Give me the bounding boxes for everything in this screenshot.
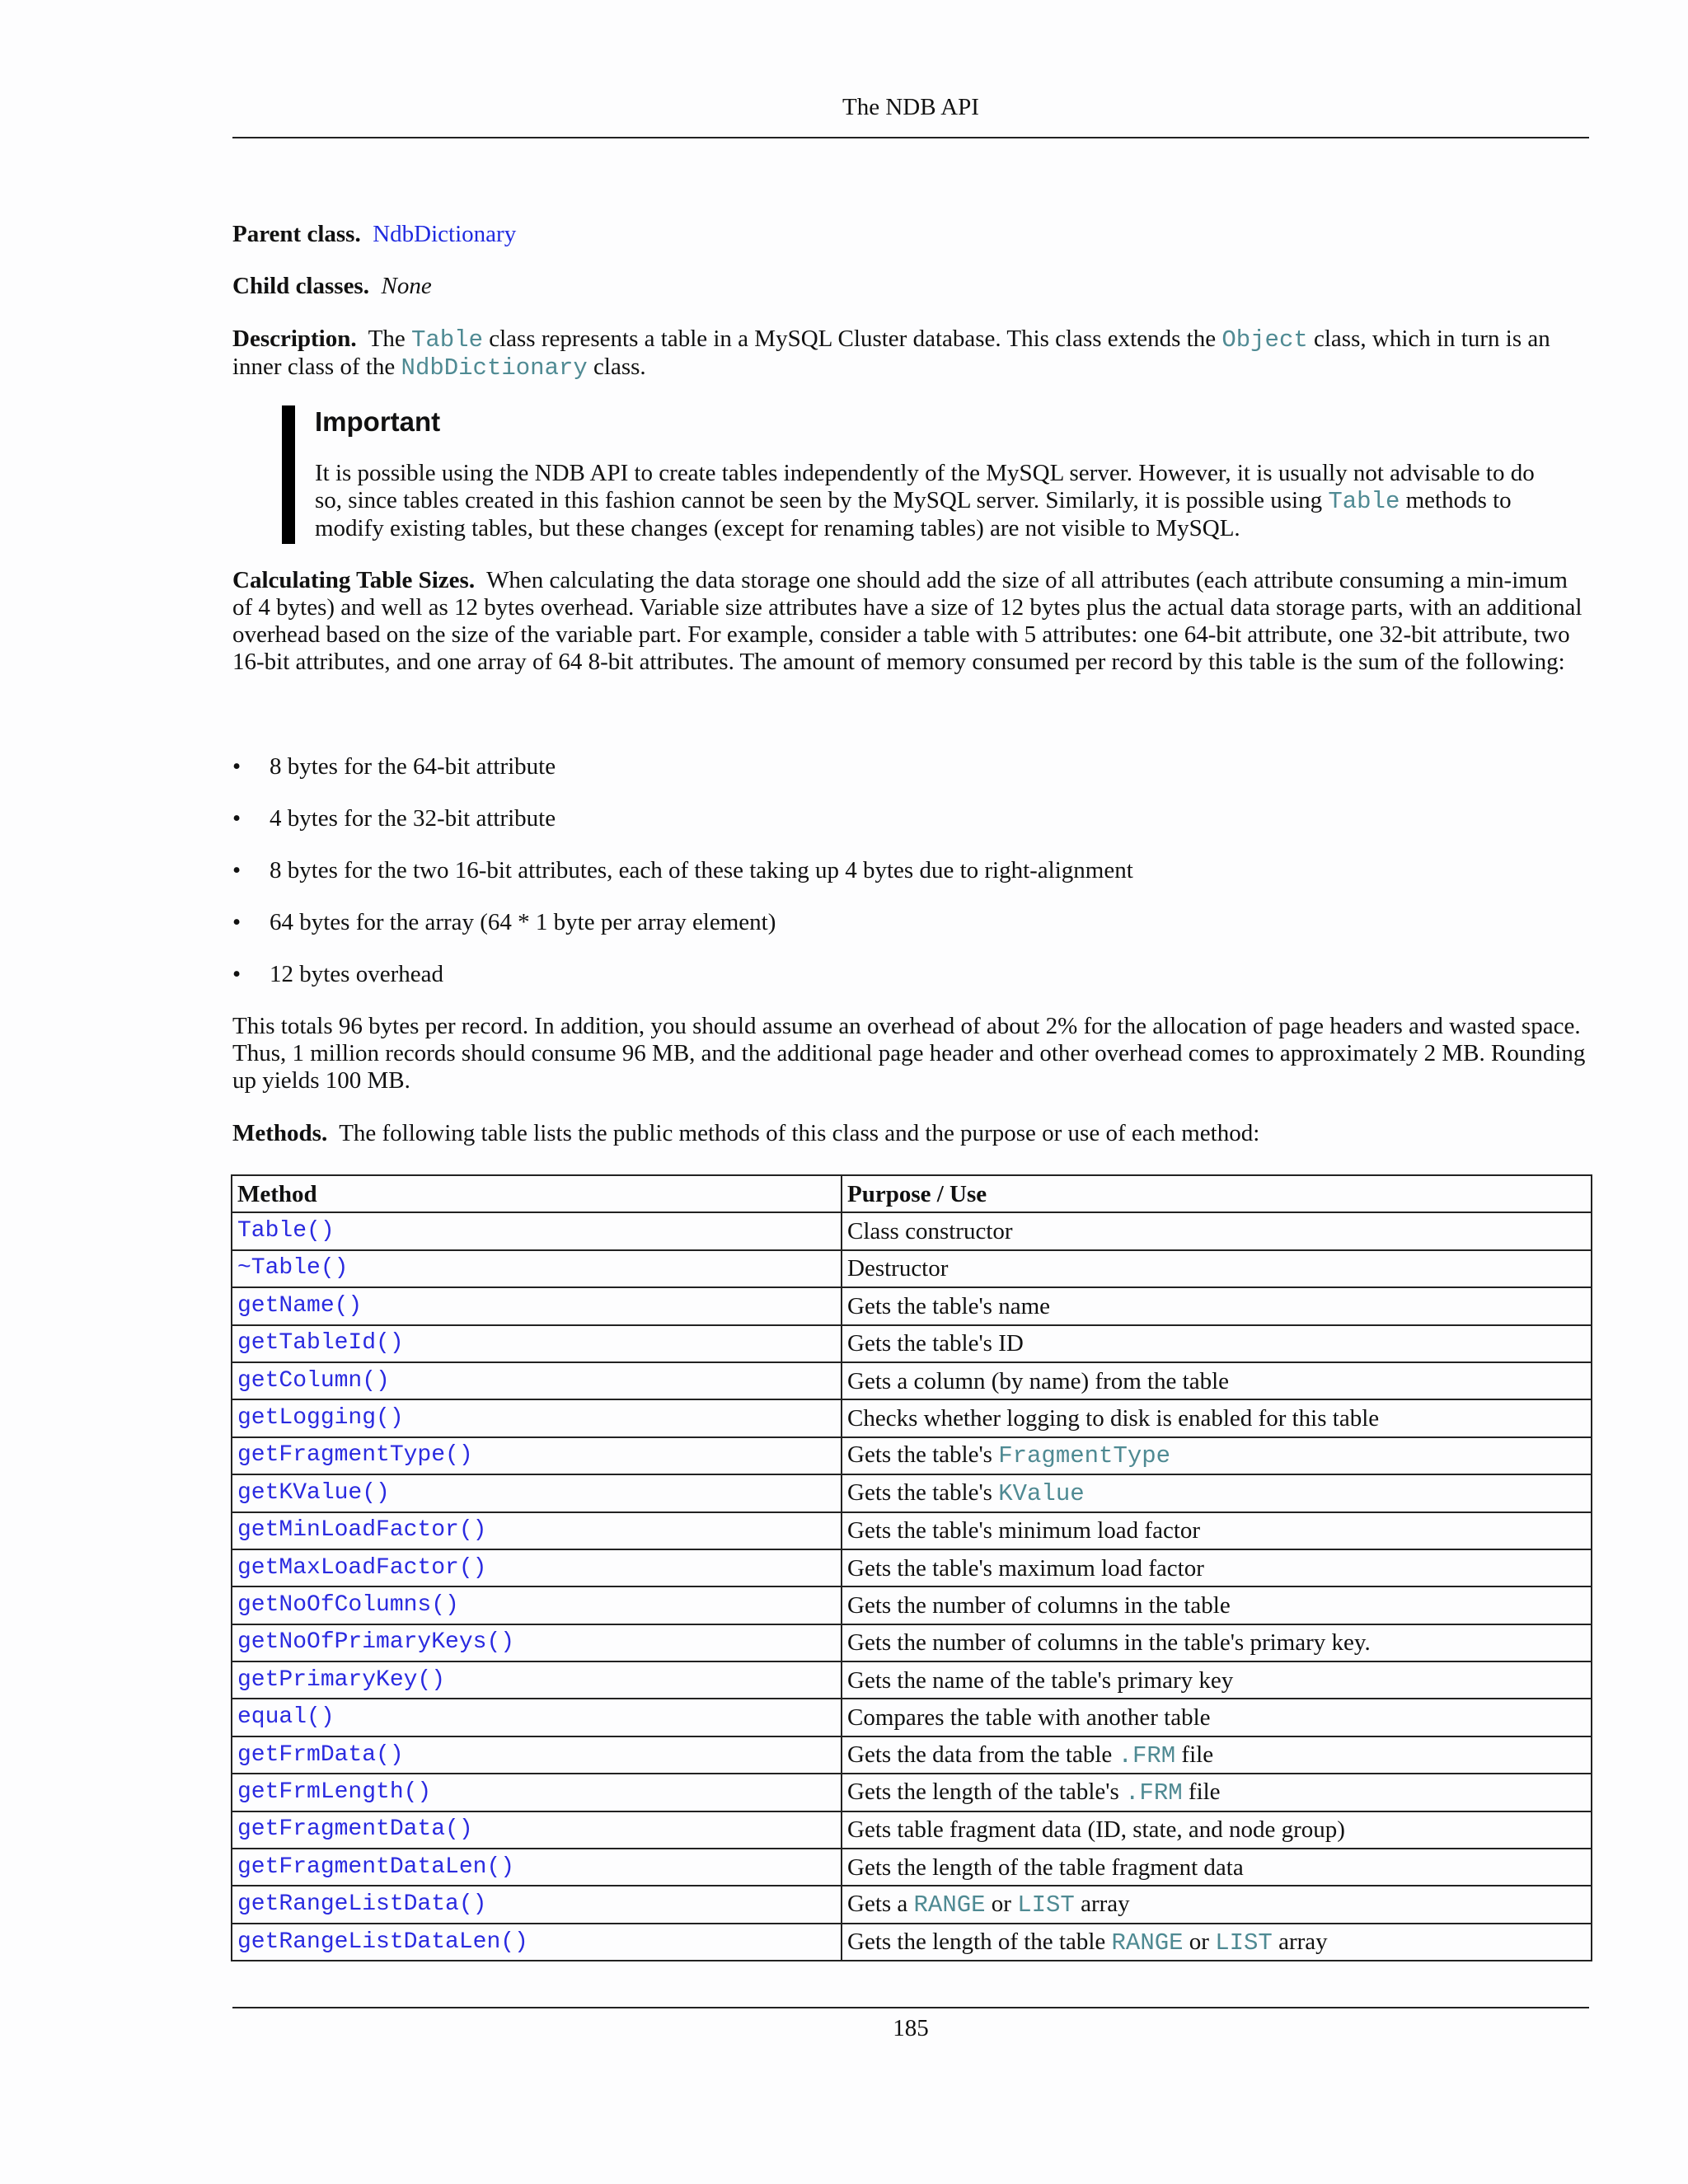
child-classes-line <box>232 273 1589 300</box>
method-purpose: Compares the table with another table <box>842 1699 1592 1736</box>
method-link[interactable]: getName() <box>232 1287 842 1324</box>
purpose-text: or <box>1189 1928 1209 1955</box>
bullet-text: 64 bytes for the array (64 * 1 byte per array element) <box>270 909 776 935</box>
purpose-text: Gets the data from the table <box>847 1741 1113 1768</box>
table-row <box>232 1399 1592 1436</box>
bullet-text: 8 bytes for the 64-bit attribute <box>270 753 556 780</box>
method-link[interactable]: Table() <box>232 1212 842 1249</box>
method-link[interactable]: equal() <box>232 1699 842 1736</box>
child-classes-label: Child classes. <box>232 273 369 299</box>
method-link[interactable]: ~Table() <box>232 1250 842 1287</box>
purpose-code: RANGE <box>913 1891 986 1919</box>
table-row <box>232 1512 1592 1549</box>
totals-paragraph: This totals 96 bytes per record. In addition, you should assume an overhead of about 2% for the allocation of page headers and wasted space. Thus, 1 million records should consume 96 MB, and the additional page header and other overhead comes to approximately 2 MB. Rounding up yields 100 MB. <box>232 1013 1586 1094</box>
method-link[interactable]: getKValue() <box>232 1474 842 1511</box>
method-purpose: Destructor <box>842 1250 1592 1287</box>
table-row <box>232 1886 1592 1923</box>
object-class-link[interactable]: Object <box>1221 326 1308 354</box>
method-link[interactable]: getFrmLength() <box>232 1774 842 1811</box>
table-row <box>232 1362 1592 1399</box>
method-link[interactable]: getFrmData() <box>232 1736 842 1774</box>
important-title: Important <box>315 406 441 437</box>
table-row <box>232 1287 1592 1324</box>
method-purpose <box>842 1736 1592 1774</box>
table-sizes-paragraph <box>232 567 1589 676</box>
table-row <box>232 1624 1592 1661</box>
bullet-text: 12 bytes overhead <box>270 961 443 987</box>
table-class-link[interactable]: Table <box>1328 488 1400 515</box>
purpose-text: array <box>1081 1891 1130 1918</box>
method-purpose <box>842 1924 1592 1961</box>
important-text-part: It is possible using the NDB API to create tables independently of the MySQL server. However, it is usually not advisable to do so, since tables created in this fashion cannot be seen by the MySQL server. Similarly, it is possible using <box>315 460 1535 513</box>
table-row <box>232 1474 1592 1511</box>
method-link[interactable]: getFragmentData() <box>232 1811 842 1849</box>
description-text: The <box>368 326 406 352</box>
method-link[interactable]: getRangeListData() <box>232 1886 842 1923</box>
method-link[interactable]: getNoOfPrimaryKeys() <box>232 1624 842 1661</box>
method-link[interactable]: getFragmentDataLen() <box>232 1849 842 1886</box>
methods-table <box>231 1174 1592 1961</box>
table-header-row <box>232 1175 1592 1212</box>
purpose-text: array <box>1278 1928 1328 1955</box>
bullet-text: 8 bytes for the two 16-bit attributes, each of these taking up 4 bytes due to right-alignment <box>270 857 1133 883</box>
header-purpose: Purpose / Use <box>842 1175 1592 1212</box>
method-link[interactable]: getLogging() <box>232 1399 842 1436</box>
methods-table-body <box>232 1212 1592 1961</box>
method-purpose: Gets the length of the table fragment data <box>842 1849 1592 1886</box>
method-link[interactable]: getFragmentType() <box>232 1437 842 1474</box>
page-number: 185 <box>893 2015 929 2041</box>
method-link[interactable]: getNoOfColumns() <box>232 1586 842 1624</box>
table-row <box>232 1849 1592 1886</box>
description-label: Description. <box>232 326 357 352</box>
method-link[interactable]: getRangeListDataLen() <box>232 1924 842 1961</box>
purpose-code: .FRM <box>1118 1741 1176 1769</box>
purpose-code: LIST <box>1017 1891 1075 1919</box>
method-purpose: Gets the table's ID <box>842 1325 1592 1362</box>
child-classes-value: None <box>381 273 432 299</box>
method-purpose: Gets the name of the table's primary key <box>842 1661 1592 1699</box>
method-purpose: Gets table fragment data (ID, state, and node group) <box>842 1811 1592 1849</box>
table-sizes-text: When calculating the data storage one should add the size of all attributes (each attribute consuming a min-imum of 4 bytes) and well as 12 bytes overhead. Variable size attributes have a size of 12 bytes plus the actual data storage parts, with an additional overhead based on the size of the variable part. For example, consider a table with 5 attributes: one 64-bit attribute, one 32-bit attribute, two 16-bit attributes, and one array of 64 8-bit attributes. The amount of memory consumed per record by this table is the sum of the following: <box>232 567 1582 675</box>
running-header: The NDB API <box>842 94 979 120</box>
methods-intro-text: The following table lists the public methods of this class and the purpose or use of each method: <box>339 1120 1260 1146</box>
method-link[interactable]: getMinLoadFactor() <box>232 1512 842 1549</box>
table-row <box>232 1774 1592 1811</box>
purpose-text: Gets the table's <box>847 1441 992 1469</box>
important-text-part: methods to modify existing tables, but these changes (except for renaming tables) are not visible to MySQL. <box>315 487 1512 541</box>
method-purpose <box>842 1437 1592 1474</box>
method-purpose <box>842 1474 1592 1511</box>
footer-rule <box>232 2007 1589 2008</box>
method-purpose: Gets the number of columns in the table's primary key. <box>842 1624 1592 1661</box>
parent-class-line <box>232 221 1589 248</box>
purpose-code: KValue <box>998 1479 1085 1507</box>
method-purpose: Checks whether logging to disk is enabled for this table <box>842 1399 1592 1436</box>
method-purpose <box>842 1886 1592 1923</box>
table-row <box>232 1699 1592 1736</box>
description-text: class. <box>593 354 646 380</box>
methods-label: Methods. <box>232 1120 328 1146</box>
purpose-code: FragmentType <box>998 1442 1171 1470</box>
purpose-text: or <box>991 1891 1011 1918</box>
header-method: Method <box>232 1175 842 1212</box>
purpose-text: file <box>1188 1778 1221 1805</box>
method-link[interactable]: getColumn() <box>232 1362 842 1399</box>
table-row <box>232 1212 1592 1249</box>
method-purpose <box>842 1774 1592 1811</box>
parent-class-link[interactable]: NdbDictionary <box>373 221 517 247</box>
table-row <box>232 1586 1592 1624</box>
table-row <box>232 1325 1592 1362</box>
parent-class-label: Parent class. <box>232 221 361 247</box>
method-purpose: Gets a column (by name) from the table <box>842 1362 1592 1399</box>
purpose-code: LIST <box>1215 1929 1273 1957</box>
method-purpose: Gets the table's maximum load factor <box>842 1549 1592 1586</box>
description-paragraph <box>232 326 1589 382</box>
table-row <box>232 1661 1592 1699</box>
table-row <box>232 1924 1592 1961</box>
description-text: class, which in turn is an inner class of the <box>232 326 1550 380</box>
purpose-code: RANGE <box>1111 1929 1184 1957</box>
methods-intro <box>232 1120 1589 1147</box>
table-row <box>232 1736 1592 1774</box>
method-purpose: Gets the number of columns in the table <box>842 1586 1592 1624</box>
bullet-text: 4 bytes for the 32-bit attribute <box>270 805 556 832</box>
table-sizes-label: Calculating Table Sizes. <box>232 567 476 593</box>
important-note <box>282 405 1551 544</box>
purpose-text: Gets the length of the table <box>847 1928 1106 1955</box>
table-row <box>232 1437 1592 1474</box>
purpose-text: file <box>1181 1741 1214 1768</box>
purpose-text: Gets the length of the table's <box>847 1778 1119 1805</box>
method-purpose: Gets the table's name <box>842 1287 1592 1324</box>
method-purpose: Class constructor <box>842 1212 1592 1249</box>
method-purpose: Gets the table's minimum load factor <box>842 1512 1592 1549</box>
method-link[interactable]: getTableId() <box>232 1325 842 1362</box>
method-link[interactable]: getPrimaryKey() <box>232 1661 842 1699</box>
header-rule <box>232 137 1589 138</box>
important-text <box>315 460 1551 542</box>
important-bar <box>282 405 295 544</box>
method-link[interactable]: getMaxLoadFactor() <box>232 1549 842 1586</box>
purpose-text: Gets the table's <box>847 1479 992 1506</box>
purpose-text: Gets a <box>847 1891 908 1918</box>
purpose-code: .FRM <box>1125 1779 1183 1807</box>
table-row <box>232 1250 1592 1287</box>
table-class-link[interactable]: Table <box>410 326 483 354</box>
ndbdictionary-class-link[interactable]: NdbDictionary <box>401 354 588 382</box>
table-row <box>232 1811 1592 1849</box>
table-row <box>232 1549 1592 1586</box>
description-text: class represents a table in a MySQL Cluster database. This class extends the <box>489 326 1217 352</box>
